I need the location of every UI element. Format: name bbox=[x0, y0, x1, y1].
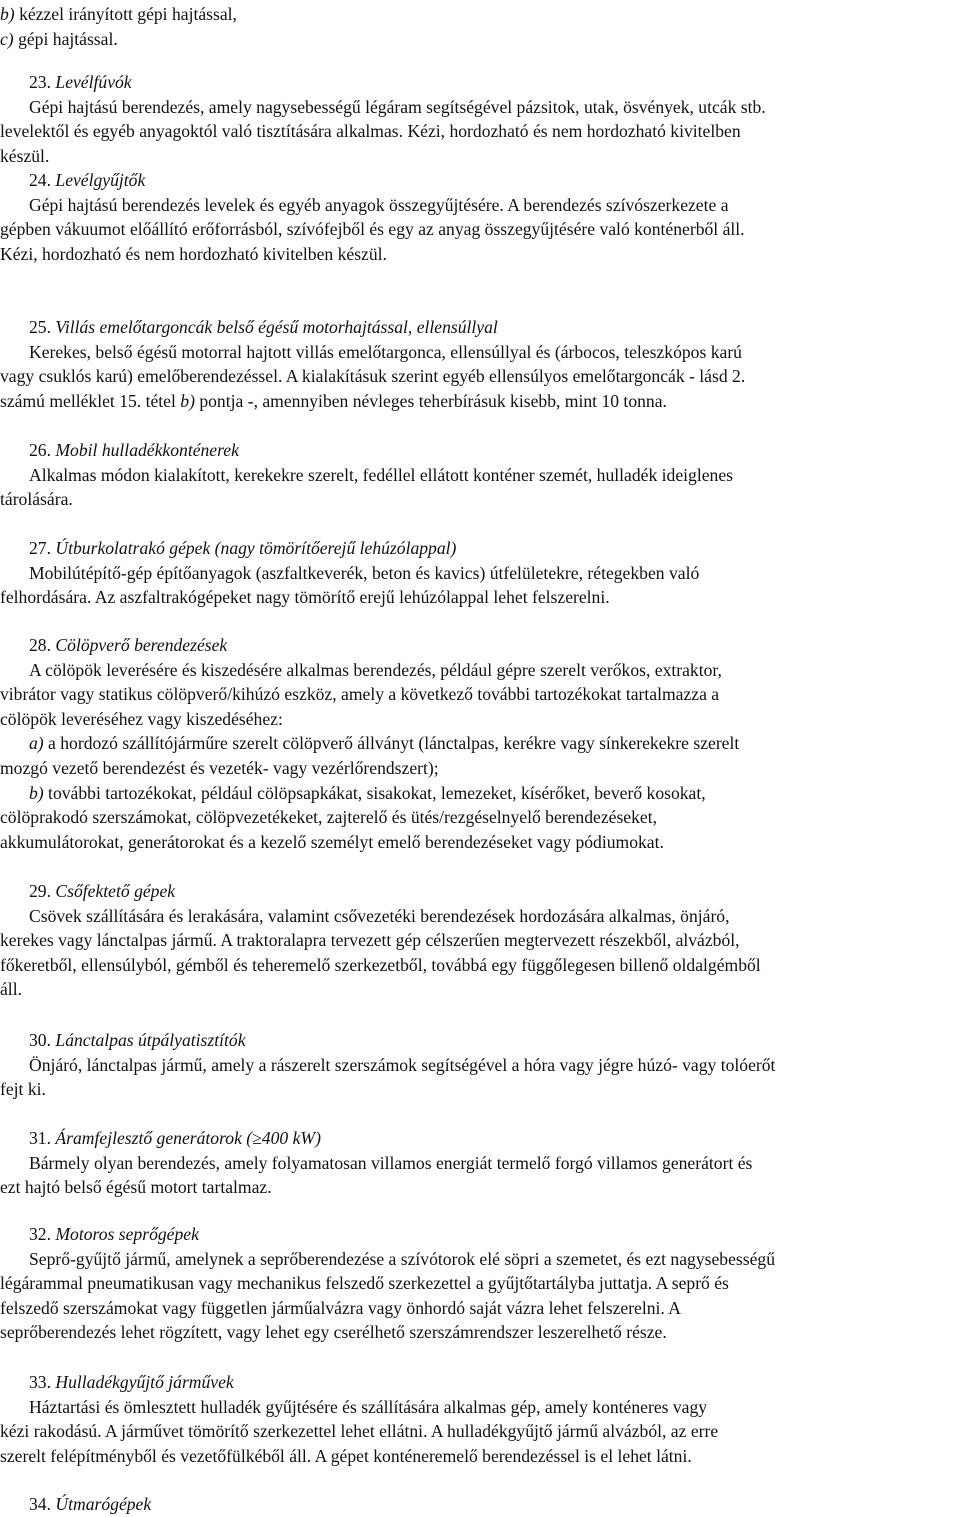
intro-list bbox=[0, 2, 958, 51]
item-text: kézzel irányított gépi hajtással, bbox=[19, 4, 237, 24]
body-line: Alkalmas módon kialakított, kerekekre szerelt, fedéllel ellátott konténer szemét, hulladék ideiglenes bbox=[29, 464, 733, 485]
body-line: felhordására. Az aszfaltrakógépeket nagy tömörítő erejű lehúzólappal lehet felszerelni. bbox=[0, 587, 610, 608]
body-line: számú melléklet 15. tétel b) pontja -, amennyiben névleges teherbírásuk kisebb, mint 10 tonna. bbox=[0, 390, 667, 411]
section-heading: 23. Levélfúvók bbox=[29, 72, 132, 92]
item-text: gépi hajtással. bbox=[18, 28, 118, 49]
body-line: Mobilútépítő-gép építőanyagok (aszfaltkeverék, beton és kavics) útfelületekre, rétegekben való bbox=[29, 562, 700, 583]
body-line: szerelt felépítményből és vezetőfülkéből áll. A gépet konténeremelő berendezéssel is el lehet látni. bbox=[0, 1445, 692, 1466]
section-heading: 33. Hulladékgyűjtő járművek bbox=[29, 1372, 234, 1392]
section-25 bbox=[0, 315, 958, 413]
body-line: seprőberendezés lehet rögzített, vagy lehet egy cserélhető szerszámrendszer leszerelhető része. bbox=[0, 1322, 667, 1343]
section-heading: 28. Cölöpverő berendezések bbox=[29, 635, 228, 655]
section-28 bbox=[0, 633, 958, 854]
body-line: Bármely olyan berendezés, amely folyamatosan villamos energiát termelő forgó villamos generátort és bbox=[29, 1152, 753, 1173]
body-line: kerekes vagy lánctalpas jármű. A traktoralapra tervezett gép célszerűen megtervezett részekből, alvázból, bbox=[0, 930, 740, 951]
section-29 bbox=[0, 879, 958, 1002]
section-34 bbox=[0, 1492, 958, 1517]
body-line: vagy csuklós karú) emelőberendezéssel. A kialakításuk szerint egyéb ellensúlyos emelőtargoncák - lásd 2. bbox=[0, 366, 746, 387]
body-line: tárolására. bbox=[0, 489, 73, 510]
section-27 bbox=[0, 536, 958, 610]
body-line: fejt ki. bbox=[0, 1079, 46, 1100]
item-label: b) bbox=[0, 4, 15, 24]
body-line: A cölöpök leverésére és kiszedésére alkalmas berendezés, például gépre szerelt verőkos, extraktor, bbox=[29, 659, 722, 680]
body-line: akkumulátorokat, generátorokat és a kezelő személyt emelő berendezéseket vagy pódiumokat. bbox=[0, 831, 664, 852]
body-line: Gépi hajtású berendezés, amely nagysebességű légáram segítségével pázsitok, utak, ösvények, utcák stb. bbox=[29, 96, 766, 117]
section-24 bbox=[0, 168, 958, 266]
body-line: kézi rakodású. A járművet tömörítő szerkezettel lehet ellátni. A hulladékgyűjtő jármű alvázból, az erre bbox=[0, 1421, 719, 1442]
body-line: gépben vákuumot előállító erőforrásból, szívófejből és egy az anyag összegyűjtésére való konténerből áll. bbox=[0, 219, 745, 240]
body-line: Önjáró, lánctalpas jármű, amely a rászerelt szerszámok segítségével a hóra vagy jégre húzó- vagy tolóerőt bbox=[29, 1054, 776, 1075]
section-heading: 25. Villás emelőtargoncák belső égésű motorhajtással, ellensúllyal bbox=[29, 317, 498, 337]
body-line: mozgó vezető berendezést és vezeték- vagy vezérlőrendszert); bbox=[0, 757, 439, 778]
body-line: Kerekes, belső égésű motorral hajtott villás emelőtargonca, ellensúllyal és (árbocos, teleszkópos karú bbox=[29, 341, 742, 362]
body-line: levelektől és egyéb anyagoktól való tisztítására alkalmas. Kézi, hordozható és nem hordozható kivitelben bbox=[0, 121, 741, 142]
body-line: Kézi, hordozható és nem hordozható kivitelben készül. bbox=[0, 243, 387, 264]
body-line: felszedő szerszámokat vagy független járműalvázra vagy önhordó saját vázra lehet felszerelni. A bbox=[0, 1297, 681, 1318]
body-line: Seprő-gyűjtő jármű, amelynek a seprőberendezése a szívótorok elé söpri a szemetet, és ezt nagysebességű bbox=[29, 1248, 775, 1269]
body-line: ezt hajtó belső égésű motort tartalmaz. bbox=[0, 1177, 272, 1198]
section-heading: 27. Útburkolatrakó gépek (nagy tömörítőerejű lehúzólappal) bbox=[29, 538, 457, 558]
body-line: áll. bbox=[0, 979, 22, 1000]
body-line: vibrátor vagy statikus cölöpverő/kihúzó eszköz, amely a következő további tartozékokat tartalmazza a bbox=[0, 684, 720, 705]
section-heading: 32. Motoros seprőgépek bbox=[29, 1224, 199, 1244]
body-line: Háztartási és ömlesztett hulladék gyűjtésére és szállítására alkalmas gép, amely konténeres vagy bbox=[29, 1396, 708, 1417]
section-heading: 29. Csőfektető gépek bbox=[29, 881, 176, 901]
section-23 bbox=[0, 70, 958, 168]
list-item-b: b) további tartozékokat, például cölöpsapkákat, sisakokat, lemezeket, kísérőket, beverő kosokat, bbox=[29, 782, 706, 803]
body-line: Csövek szállítására és lerakására, valamint csővezetéki berendezések hordozására alkalmas, önjáró, bbox=[29, 905, 730, 926]
section-heading: 24. Levélgyűjtők bbox=[29, 170, 146, 190]
section-26 bbox=[0, 438, 958, 512]
section-31 bbox=[0, 1126, 958, 1200]
section-heading: 30. Lánctalpas útpályatisztítók bbox=[29, 1030, 246, 1050]
section-30 bbox=[0, 1028, 958, 1102]
intro-item-c bbox=[0, 27, 958, 52]
body-line: légárammal pneumatikusan vagy mechanikus felszedő szerkezettel a gyűjtőtartályba juttatja. A seprő és bbox=[0, 1273, 729, 1294]
list-item-a: a) a hordozó szállítójárműre szerelt cölöpverő állványt (lánctalpas, kerékre vagy sínkerekekre szerelt bbox=[29, 733, 740, 754]
body-line: készül. bbox=[0, 145, 50, 166]
section-heading: 26. Mobil hulladékkonténerek bbox=[29, 440, 239, 460]
intro-item-b bbox=[0, 2, 958, 27]
section-33 bbox=[0, 1370, 958, 1468]
section-heading: 34. Útmarógépek bbox=[29, 1494, 152, 1514]
item-label: c) bbox=[0, 28, 14, 49]
body-line: cölöprakodó szerszámokat, cölöpvezetékeket, zajterelő és ütés/rezgéselnyelő berendezéseket, bbox=[0, 807, 657, 828]
body-line: Gépi hajtású berendezés levelek és egyéb anyagok összegyűjtésére. A berendezés szívószerkezete a bbox=[29, 194, 729, 215]
body-line: főkeretből, ellensúlyból, gémből és teheremelő szerkezetből, továbbá egy függőlegesen billenő oldalgémből bbox=[0, 954, 761, 975]
section-32 bbox=[0, 1222, 958, 1345]
section-heading: 31. Áramfejlesztő generátorok (≥400 kW) bbox=[29, 1128, 321, 1148]
body-line: cölöpök leveréséhez vagy kiszedéséhez: bbox=[0, 708, 283, 729]
